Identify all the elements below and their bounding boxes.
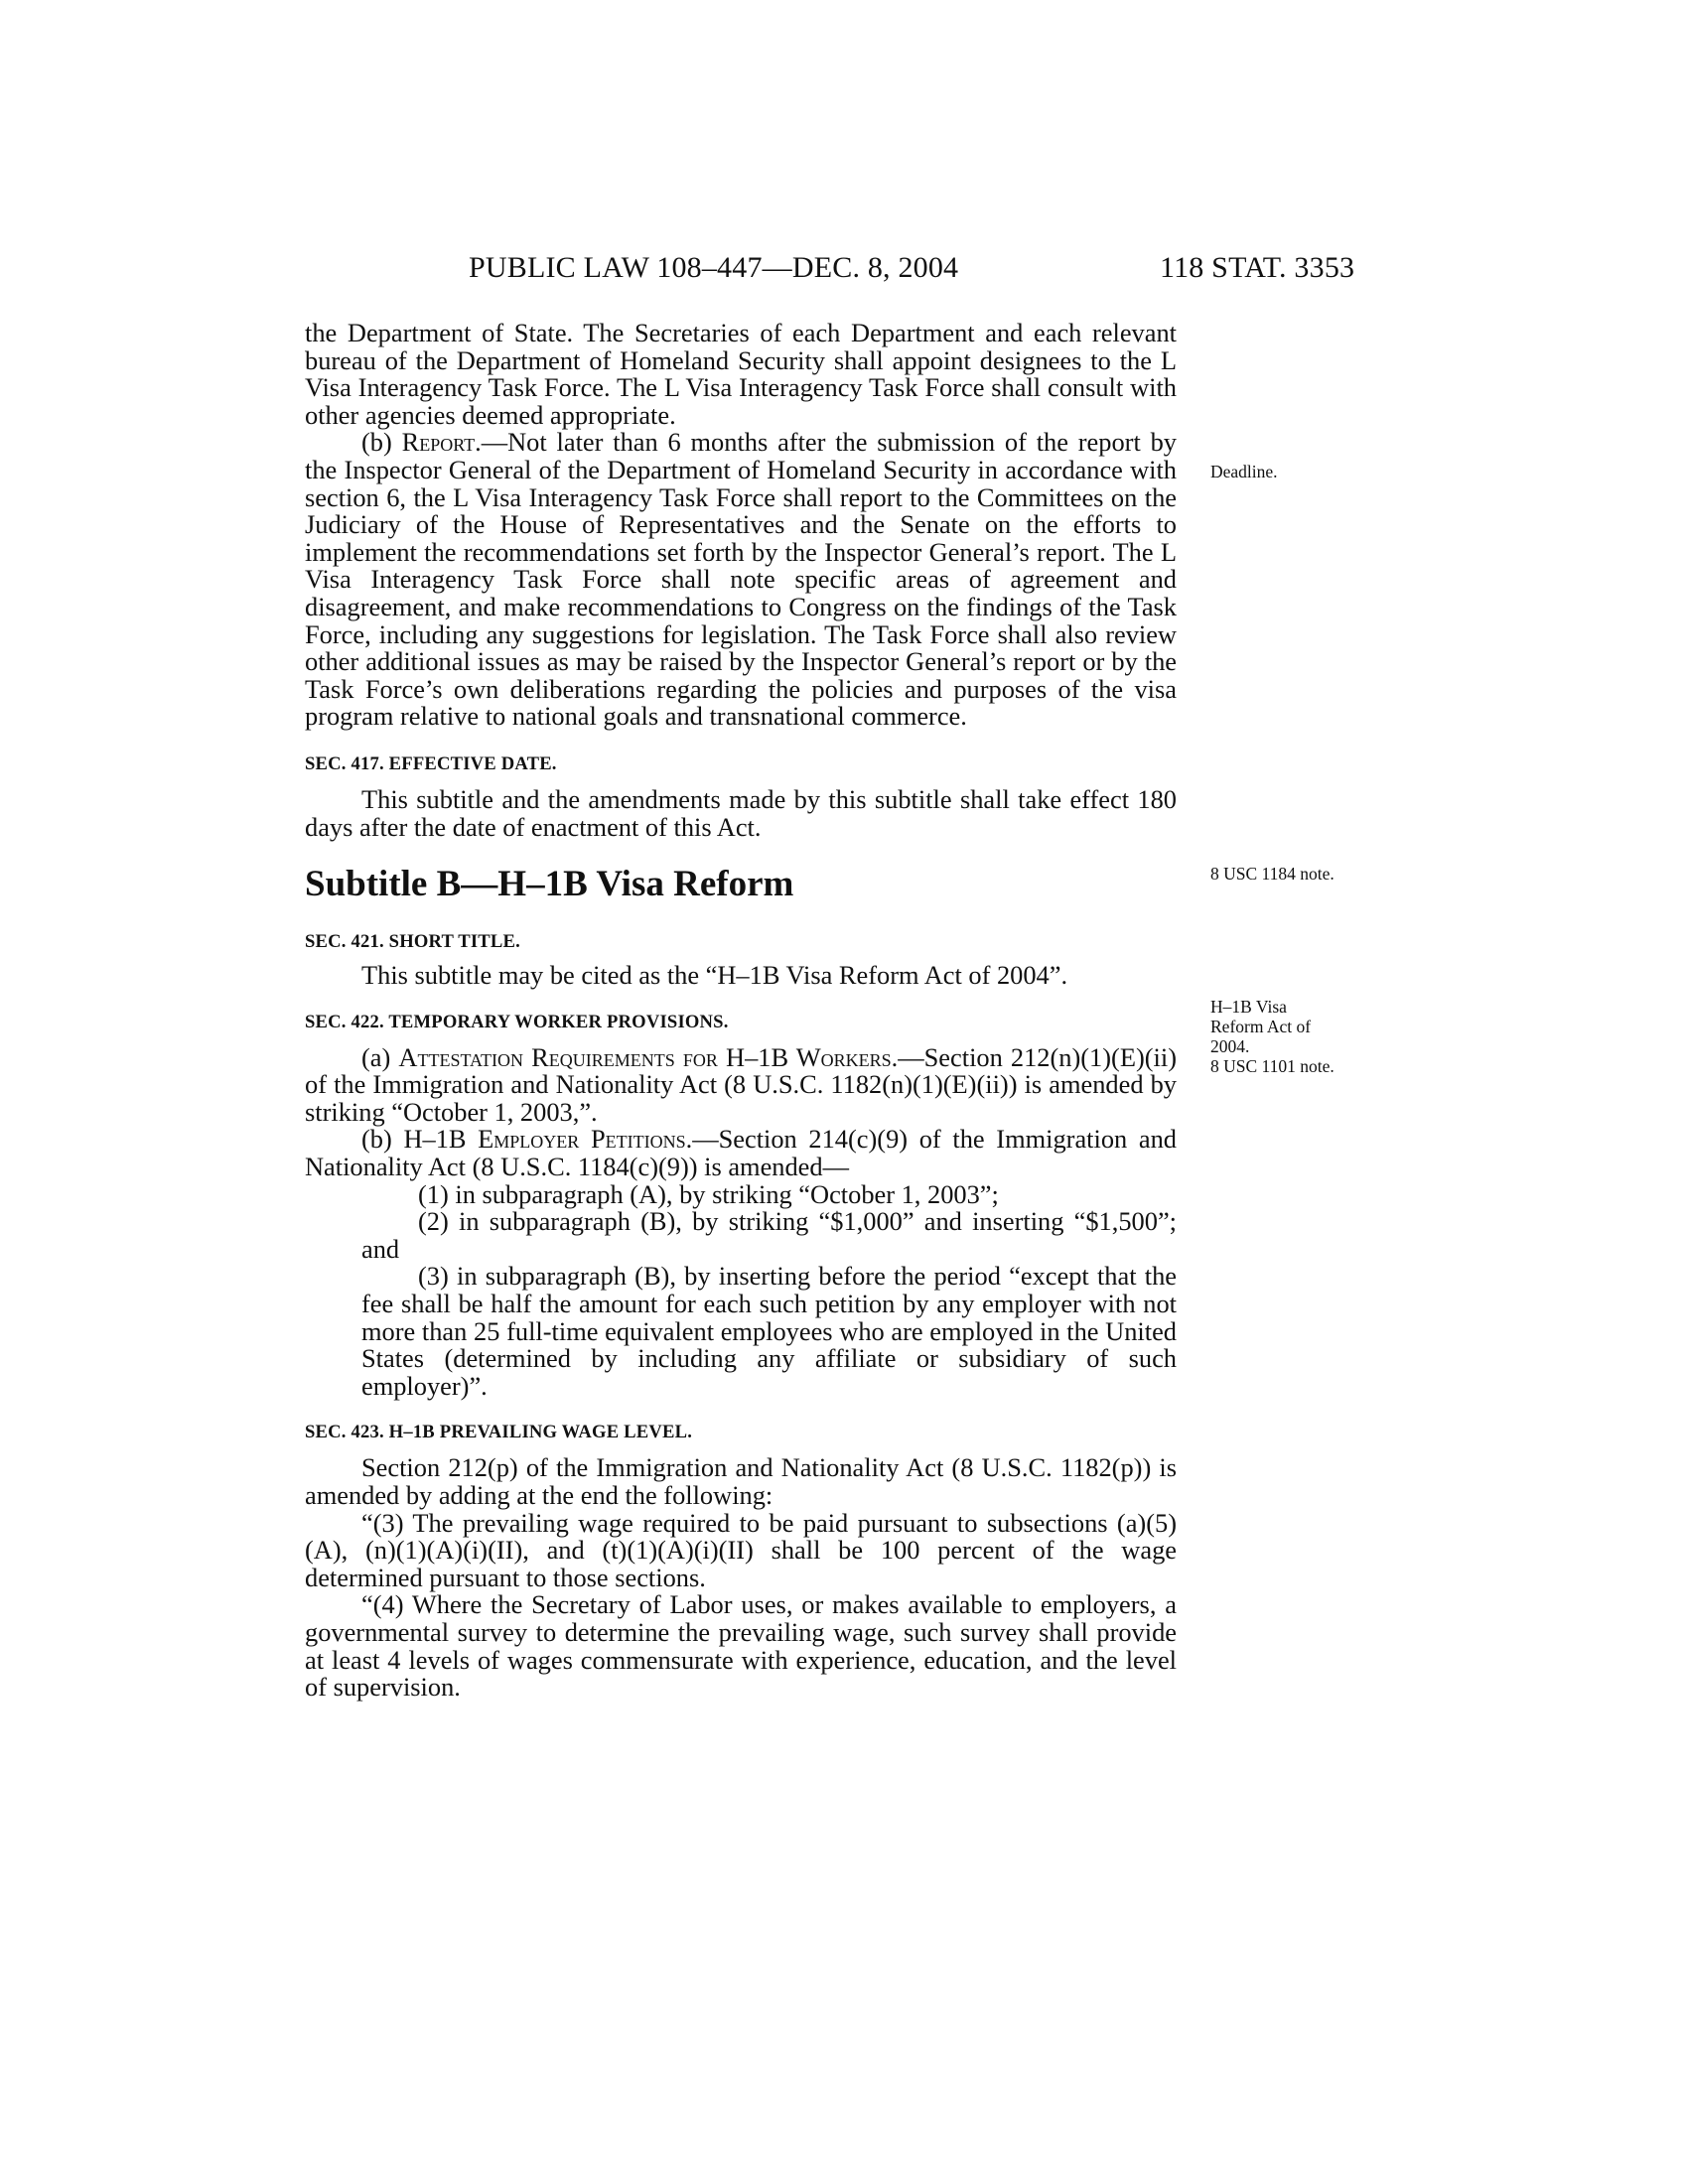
margin-note-act-line: Reform Act of — [1210, 1017, 1312, 1036]
margin-note-act-name — [1210, 997, 1335, 1076]
section-417-heading: SEC. 417. EFFECTIVE DATE. — [305, 752, 557, 774]
main-text-column — [305, 320, 1177, 1702]
margin-note-usc-1184: 8 USC 1184 note. — [1210, 864, 1335, 884]
paragraph-heading-attestation: Attestation Requirements for H–1B Workers — [398, 1041, 892, 1072]
paragraph-prefix: (a) — [361, 1041, 399, 1072]
paragraph-text: .—Not later than 6 months after the submission of the report by the Inspector General of the Department of Homeland Security in accordance with section 6, the L Visa Interagency Task Force shall report to the Committees on the Judiciary of the House of Representatives and the Senate on the efforts to implement the recommendations set forth by the Inspector General’s report. The L Visa Interagency Task Force shall note specific areas of agreement and disagreement, and make recommendations to Congress on the findings of the Task Force, including any suggestions for legislation. The Task Force shall also review other additional issues as may be raised by the Inspector General’s report or by the Task Force’s own deliberations regarding the policies and purposes of the visa program relative to national goals and transnational commerce. — [305, 427, 1177, 732]
section-422-heading: SEC. 422. TEMPORARY WORKER PROVISIONS. — [305, 1011, 729, 1032]
section-422-a — [305, 1041, 1177, 1127]
running-header-title: PUBLIC LAW 108–447—DEC. 8, 2004 — [469, 251, 959, 284]
section-422-b-3: (3) in subparagraph (B), by inserting before the period “except that the fee shall be half the amount for each such petition by any employer with not more than 25 full-time equivalent employees who are employed in the United States (determined by including any affiliate or subsidiary of such employer)”. — [361, 1261, 1177, 1401]
section-417-text: This subtitle and the amendments made by this subtitle shall take effect 180 days after the date of enactment of this Act. — [305, 783, 1177, 842]
margin-note-act-line: H–1B Visa — [1210, 997, 1287, 1017]
paragraph-prefix: (b) — [361, 427, 402, 458]
paragraph-b-report — [305, 429, 1177, 731]
paragraph-task-force-continued: the Department of State. The Secretaries of each Department and each relevant bureau of the Department of Homeland Security shall appoint designees to the L Visa Interagency Task Force. The L Visa Interagency Task Force shall consult with other agencies deemed appropriate. — [305, 318, 1177, 430]
section-423-paragraph-3: “(3) The prevailing wage required to be paid pursuant to subsections (a)(5)(A), (n)(1)(A)(i)(II), and (t)(1)(A)(i)(II) shall be 100 percent of the wage determined pursuant to those sections. — [305, 1507, 1177, 1592]
paragraph-heading-report: Report — [401, 427, 476, 458]
section-423-text: Section 212(p) of the Immigration and Nationality Act (8 U.S.C. 1182(p)) is amended by adding at the end the following: — [305, 1452, 1177, 1510]
section-422-b-subparagraphs — [305, 1178, 1177, 1401]
section-422-b-2: (2) in subparagraph (B), by striking “$1,000” and inserting “$1,500”; and — [361, 1206, 1177, 1264]
section-422-b-1: (1) in subparagraph (A), by striking “October 1, 2003”; — [418, 1178, 999, 1209]
paragraph-text: .—Section 212(n)(1)(E)(ii) of the Immigration and Nationality Act (8 U.S.C. 1182(n)(1)(E)(ii)) is amended by striking “October 1, 2003,”. — [305, 1041, 1177, 1127]
section-421-text: This subtitle may be cited as the “H–1B Visa Reform Act of 2004”. — [361, 960, 1068, 991]
margin-note-deadline: Deadline. — [1210, 462, 1278, 481]
margin-note-act-line: 2004. — [1210, 1036, 1250, 1056]
paragraph-text: .—Section 214(c)(9) of the Immigration and Nationality Act (8 U.S.C. 1184(c)(9)) is amended— — [305, 1124, 1177, 1182]
paragraph-heading-employer-petitions: H–1B Employer Petitions — [403, 1124, 686, 1155]
section-421-heading: SEC. 421. SHORT TITLE. — [305, 931, 520, 953]
subtitle-b-heading: Subtitle B—H–1B Visa Reform — [305, 864, 794, 905]
margin-note-usc-1101: 8 USC 1101 note. — [1210, 1056, 1335, 1076]
section-422-b — [305, 1126, 1177, 1180]
running-header-stat-page: 118 STAT. 3353 — [1160, 251, 1355, 284]
section-423-heading: SEC. 423. H–1B PREVAILING WAGE LEVEL. — [305, 1422, 693, 1443]
paragraph-prefix: (b) — [361, 1124, 404, 1155]
section-423-paragraph-4: “(4) Where the Secretary of Labor uses, or makes available to employers, a governmental survey to determine the prevailing wage, such survey shall provide at least 4 levels of wages commensurate with experience, education, and the level of supervision. — [305, 1589, 1177, 1703]
